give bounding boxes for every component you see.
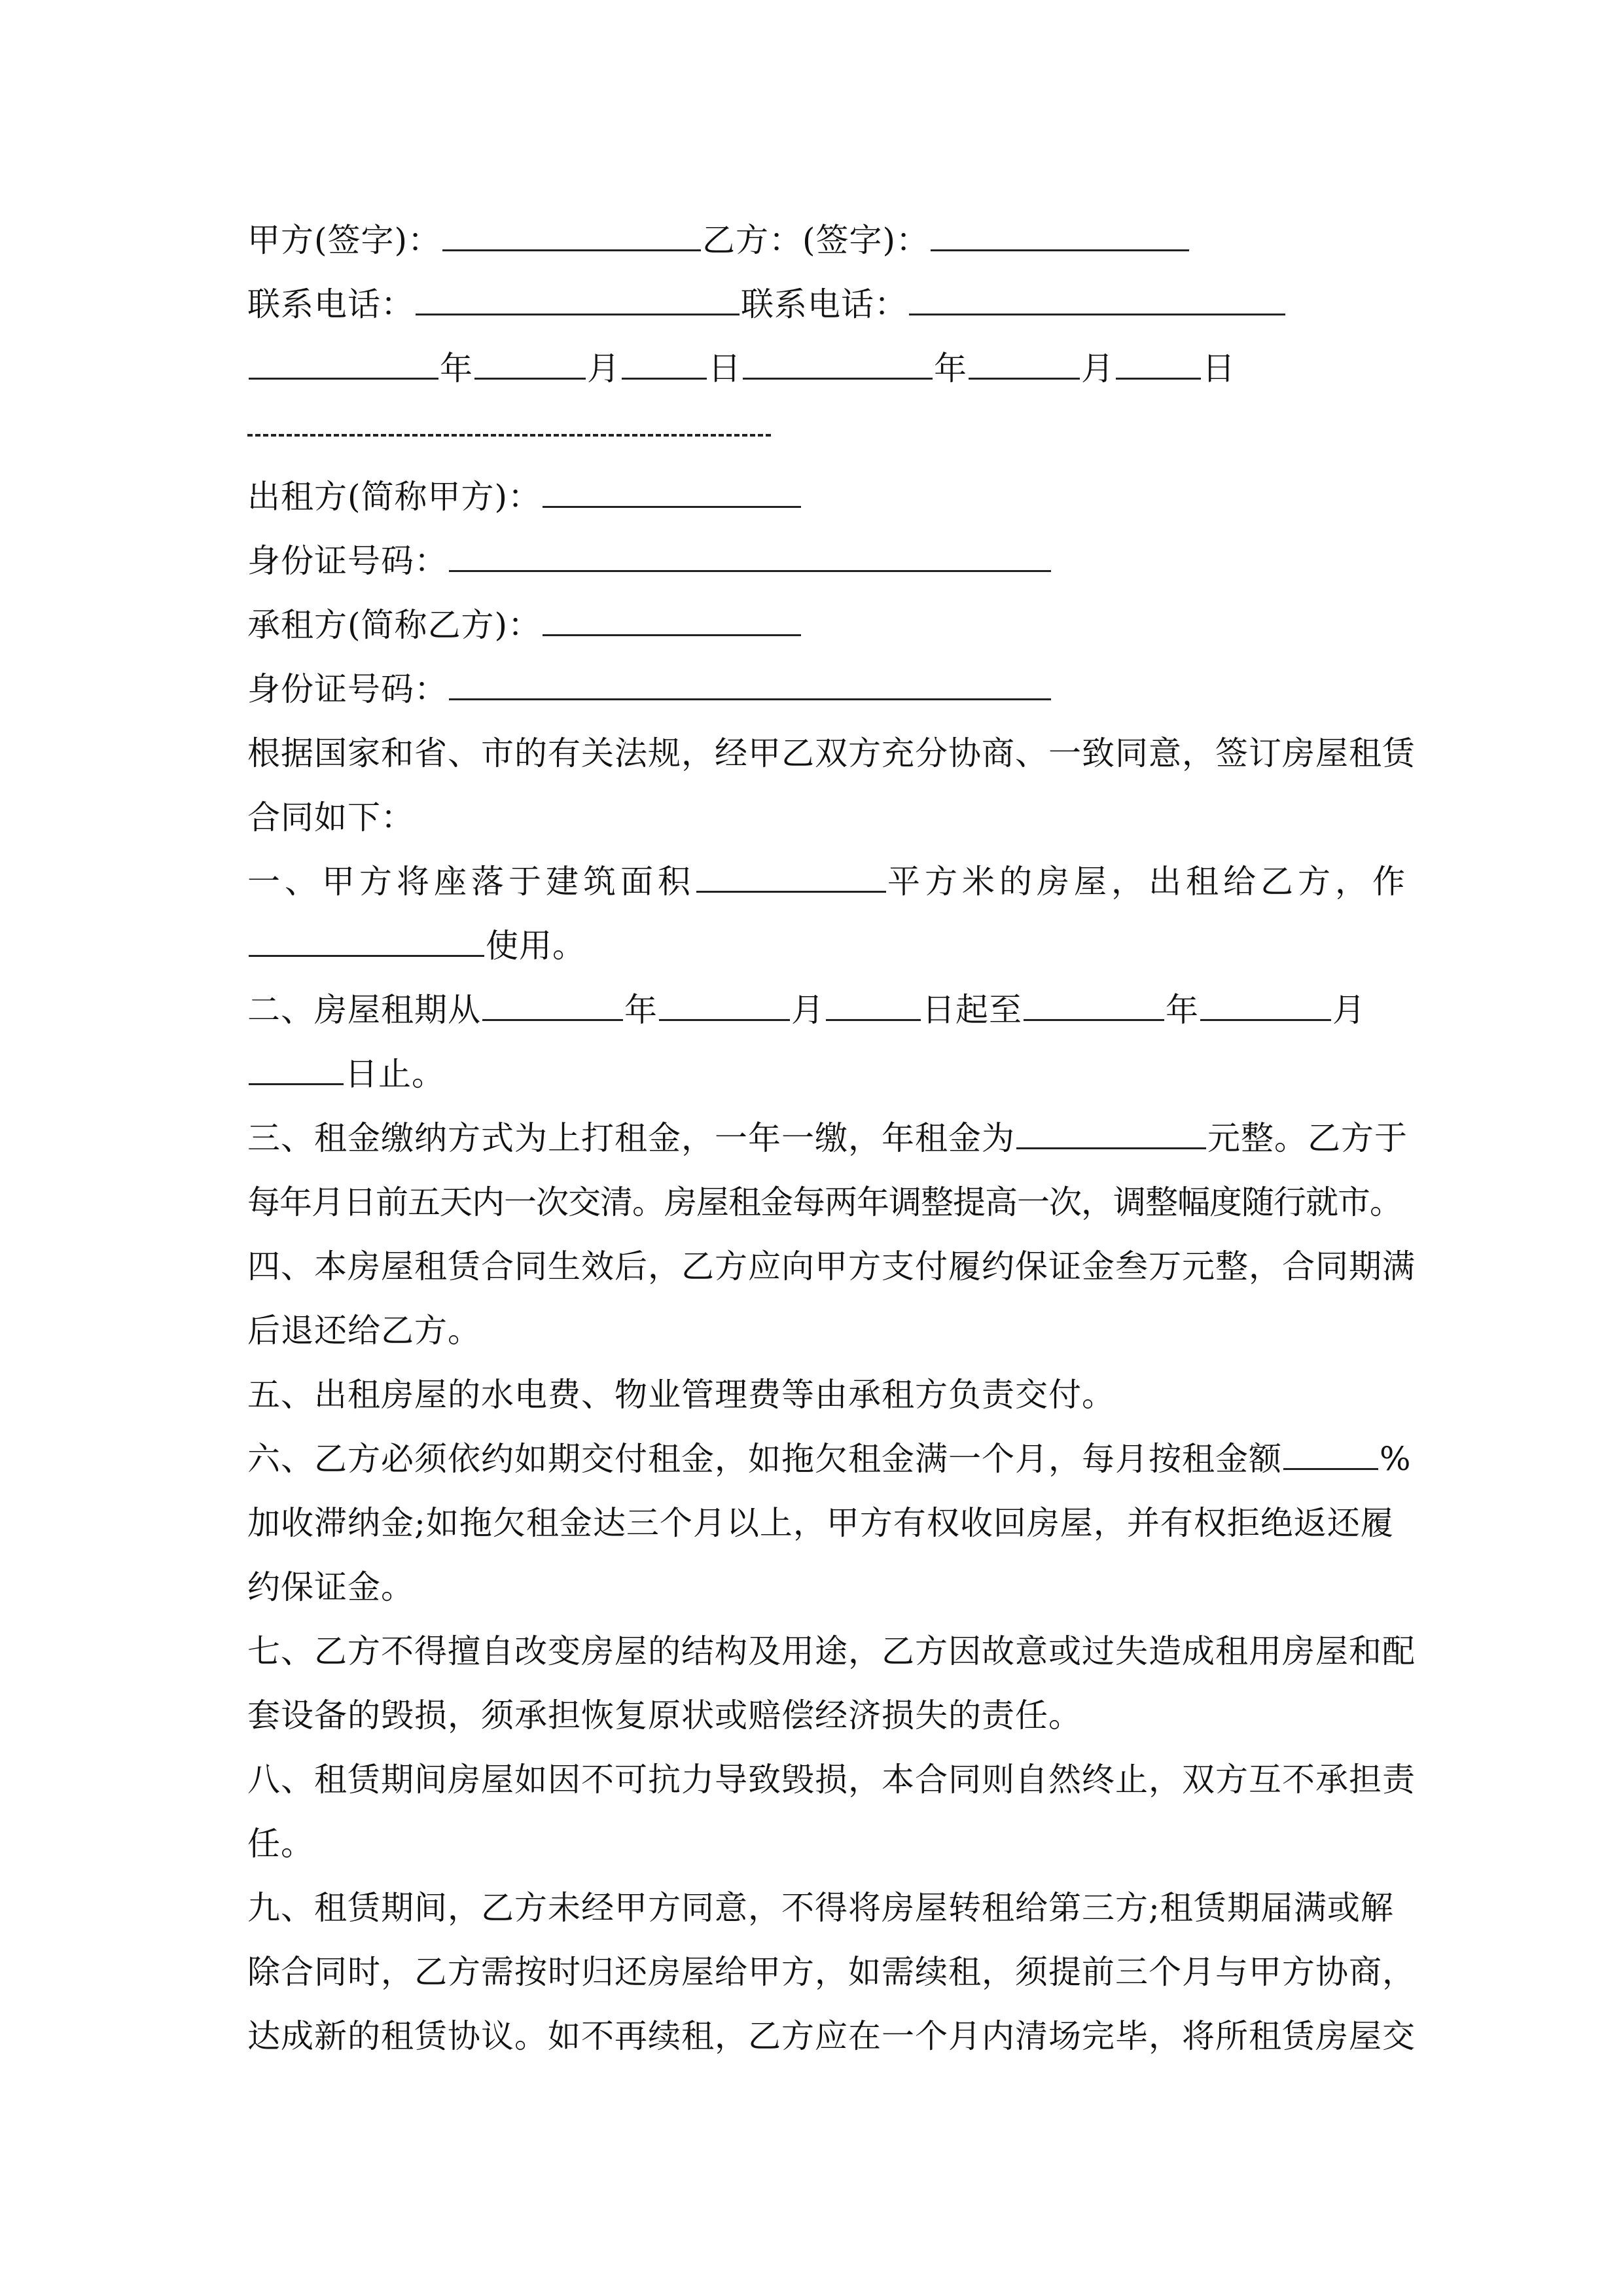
party-a-signature-field[interactable] [442, 209, 701, 251]
party-a-month-field[interactable] [474, 337, 586, 380]
clause-3-text-b: 元整。乙方于 [1207, 1119, 1408, 1157]
year-label: 年 [1166, 991, 1199, 1029]
clause-1-text-b: 平方米的房屋，出租给乙方，作 [887, 863, 1410, 901]
date-line [247, 336, 1386, 401]
clause-9-line-3: 达成新的租赁协议。如不再续租，乙方应在一个月内清场完毕，将所租赁房屋交 [247, 2017, 1416, 2055]
intro-line-1: 根据国家和省、市的有关法规，经甲乙双方充分协商、一致同意，签订房屋租赁 [247, 734, 1416, 772]
start-month-field[interactable] [659, 978, 790, 1021]
annual-rent-field[interactable] [1016, 1107, 1206, 1149]
area-field[interactable] [696, 850, 886, 893]
lessee-id-field[interactable] [449, 658, 1051, 700]
start-year-field[interactable] [482, 978, 623, 1021]
clause-3-text-a: 三、租金缴纳方式为上打租金，一年一缴，年租金为 [247, 1119, 1015, 1157]
phone-line [247, 272, 1386, 336]
clause-1-line-2 [247, 914, 1386, 978]
party-b-phone-label: 联系电话： [741, 285, 908, 323]
day-label: 日 [1202, 350, 1236, 387]
late-fee-percent-field[interactable] [1283, 1427, 1378, 1470]
day-label: 日 [708, 350, 741, 387]
clause-2-text: 二、房屋租期从 [247, 991, 481, 1029]
party-a-phone-label: 联系电话： [247, 285, 414, 323]
clause-9-line-1: 九、租赁期间，乙方未经甲方同意，不得将房屋转租给第三方;租赁期届满或解 [247, 1889, 1394, 1927]
clause-5: 五、出租房屋的水电费、物业管理费等由承租方负责交付。 [247, 1376, 1115, 1414]
lessee-label: 承租方(简称乙方)： [247, 606, 542, 644]
clause-2-end: 日止。 [345, 1055, 445, 1093]
party-a-sign-label: 甲方(签字)： [247, 221, 442, 259]
lessor-id-label: 身份证号码： [247, 542, 448, 580]
lessee-id-label: 身份证号码： [247, 670, 448, 708]
lessor-id-line [247, 529, 1386, 593]
day-from-label: 日起至 [922, 991, 1022, 1029]
clause-3-line-2: 每年月日前五天内一次交清。房屋租金每两年调整提高一次，调整幅度随行就市。 [247, 1183, 1402, 1221]
party-b-year-field[interactable] [743, 337, 933, 380]
clause-3-line-1 [247, 1106, 1408, 1170]
clause-8-line-1: 八、租赁期间房屋如因不可抗力导致毁损，本合同则自然终止，双方互不承担责 [247, 1761, 1416, 1799]
end-day-field[interactable] [249, 1043, 344, 1085]
year-label: 年 [934, 350, 967, 387]
clause-6-text-a: 六、乙方必须依约如期交付租金，如拖欠租金满一个月，每月按租金额 [247, 1440, 1282, 1478]
year-label: 年 [624, 991, 658, 1029]
clause-2-line-2 [247, 1042, 1386, 1106]
lessor-line [247, 465, 1386, 529]
lessee-id-line [247, 657, 1386, 721]
year-label: 年 [440, 350, 473, 387]
clause-6-line-2: 加收滞纳金;如拖欠租金达三个月以上，甲方有权收回房屋，并有权拒绝返还履 [247, 1504, 1394, 1542]
contract-page [247, 208, 1416, 2068]
clause-7-line-1: 七、乙方不得擅自改变房屋的结构及用途，乙方因故意或过失造成租用房屋和配 [247, 1632, 1416, 1670]
lessor-id-field[interactable] [449, 529, 1051, 572]
month-label: 月 [791, 991, 825, 1029]
intro-line-2: 合同如下： [247, 798, 414, 836]
end-year-field[interactable] [1024, 978, 1164, 1021]
party-b-phone-field[interactable] [909, 273, 1285, 315]
end-month-field[interactable] [1200, 978, 1331, 1021]
clause-4-line-1: 四、本房屋租赁合同生效后，乙方应向甲方支付履约保证金叁万元整，合同期满 [247, 1247, 1416, 1285]
clause-1-line-1 [247, 850, 1410, 914]
party-a-year-field[interactable] [249, 337, 438, 380]
month-label: 月 [587, 350, 620, 387]
percent-sign: % [1380, 1440, 1412, 1478]
clause-7-line-2: 套设备的毁损，须承担恢复原状或赔偿经济损失的责任。 [247, 1696, 1082, 1734]
start-day-field[interactable] [826, 978, 921, 1021]
clause-6-line-1 [247, 1427, 1412, 1491]
separator-line [247, 401, 1386, 465]
party-b-signature-field[interactable] [931, 209, 1189, 251]
month-label: 月 [1081, 350, 1115, 387]
clause-1-text-c: 使用。 [486, 927, 586, 965]
lessor-label: 出租方(简称甲方)： [247, 478, 542, 516]
clause-9-line-2: 除合同时，乙方需按时归还房屋给甲方，如需续租，须提前三个月与甲方协商， [247, 1953, 1416, 1991]
clause-2-line-1 [247, 978, 1386, 1042]
lessor-name-field[interactable] [543, 465, 801, 508]
clause-8-line-2: 任。 [247, 1825, 314, 1863]
signature-line [247, 208, 1386, 272]
clause-1-text-a: 一、甲方将座落于建筑面积 [247, 863, 695, 901]
clause-4-line-2: 后退还给乙方。 [247, 1312, 481, 1350]
usage-field[interactable] [249, 914, 484, 957]
dashed-divider [247, 434, 771, 437]
party-b-month-field[interactable] [969, 337, 1080, 380]
party-b-sign-label: 乙方：(签字)： [702, 221, 930, 259]
lessee-line [247, 593, 1386, 657]
lessee-name-field[interactable] [543, 594, 801, 636]
party-a-phone-field[interactable] [416, 273, 740, 315]
party-b-day-field[interactable] [1116, 337, 1201, 380]
month-label: 月 [1332, 991, 1366, 1029]
clause-6-line-3: 约保证金。 [247, 1568, 414, 1606]
party-a-day-field[interactable] [622, 337, 707, 380]
